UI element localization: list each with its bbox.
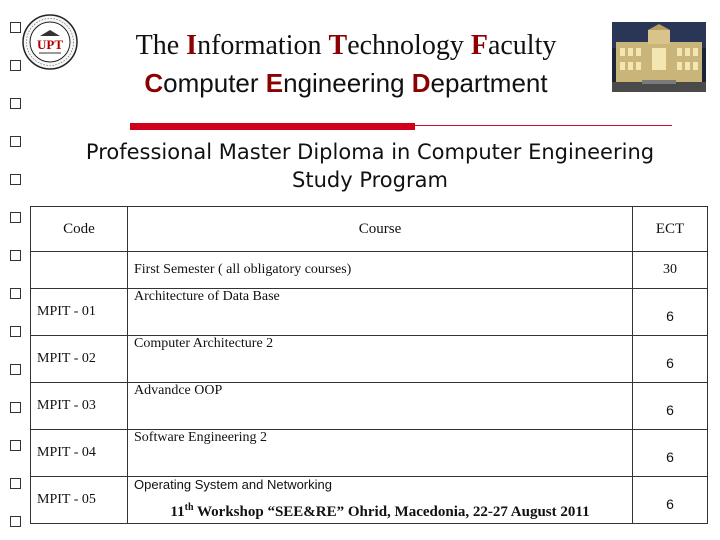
- checkbox-bullet: [10, 516, 21, 527]
- column-header-ect: ECT: [633, 207, 708, 252]
- title-initial: I: [186, 30, 198, 61]
- checkbox-bullet: [10, 22, 21, 33]
- header-divider-thick: [130, 123, 415, 130]
- table-row: [31, 383, 708, 430]
- checkbox-bullet: [10, 364, 21, 375]
- course-table: [30, 206, 708, 524]
- course-code: MPIT - 05: [31, 477, 128, 524]
- checkbox-bullet: [10, 98, 21, 109]
- checkbox-bullet: [10, 402, 21, 413]
- title-word: aculty: [487, 30, 557, 61]
- title-word: epartment: [430, 68, 548, 98]
- building-photo: [612, 22, 706, 92]
- checkbox-bullet: [10, 60, 21, 71]
- university-logo: [22, 14, 78, 70]
- checkbox-bullet: [10, 326, 21, 337]
- title-initial: F: [470, 30, 488, 61]
- course-ect: 6: [633, 430, 708, 477]
- course-name: Computer Architecture 2: [128, 336, 633, 383]
- course-name: Advandce OOP: [128, 383, 633, 430]
- semester-code-cell: [31, 252, 128, 289]
- subtitle-line: Professional Master Diploma in Computer Engineering: [85, 140, 655, 164]
- title-prefix: The: [135, 30, 187, 61]
- column-header-code: Code: [31, 207, 128, 252]
- table-row: [31, 336, 708, 383]
- title-word: nformation: [197, 30, 329, 61]
- title-initial: C: [144, 68, 164, 98]
- table-row: [31, 430, 708, 477]
- course-ect: 6: [633, 336, 708, 383]
- logo-text: UPT: [37, 37, 63, 52]
- subtitle-line: Study Program: [292, 168, 448, 192]
- checkbox-bullet: [10, 288, 21, 299]
- course-code: MPIT - 01: [31, 289, 128, 336]
- course-code: MPIT - 03: [31, 383, 128, 430]
- semester-label: First Semester ( all obligatory courses): [128, 252, 633, 289]
- checkbox-bullet: [10, 478, 21, 489]
- checkbox-bullet: [10, 440, 21, 451]
- faculty-title: [96, 30, 596, 62]
- checkbox-bullet: [10, 212, 21, 223]
- workshop-footer: [40, 502, 720, 521]
- program-subtitle: [20, 138, 720, 194]
- title-initial: D: [411, 68, 431, 98]
- department-title: [96, 68, 596, 98]
- footer-text: Workshop “SEE&RE” Ohrid, Macedonia, 22-27 August 2011: [193, 504, 590, 520]
- course-ect: 6: [633, 289, 708, 336]
- table-header-row: [31, 207, 708, 252]
- course-code: MPIT - 04: [31, 430, 128, 477]
- checkbox-bullet: [10, 250, 21, 261]
- course-ect: 6: [633, 477, 708, 524]
- course-ect: 6: [633, 383, 708, 430]
- title-word: omputer: [163, 68, 266, 98]
- course-code: MPIT - 02: [31, 336, 128, 383]
- title-word: ngineering: [283, 68, 412, 98]
- course-name: Operating System and Networking: [128, 477, 633, 524]
- course-name: Architecture of Data Base: [128, 289, 633, 336]
- title-word: echnology: [347, 30, 471, 61]
- footer-ordinal-suffix: th: [184, 502, 194, 513]
- table-row: [31, 289, 708, 336]
- footer-ordinal: 11: [170, 504, 185, 520]
- course-name: Software Engineering 2: [128, 430, 633, 477]
- column-header-course: Course: [128, 207, 633, 252]
- title-initial: E: [265, 68, 284, 98]
- semester-ect-total: 30: [633, 252, 708, 289]
- semester-row: [31, 252, 708, 289]
- title-initial: T: [328, 30, 348, 61]
